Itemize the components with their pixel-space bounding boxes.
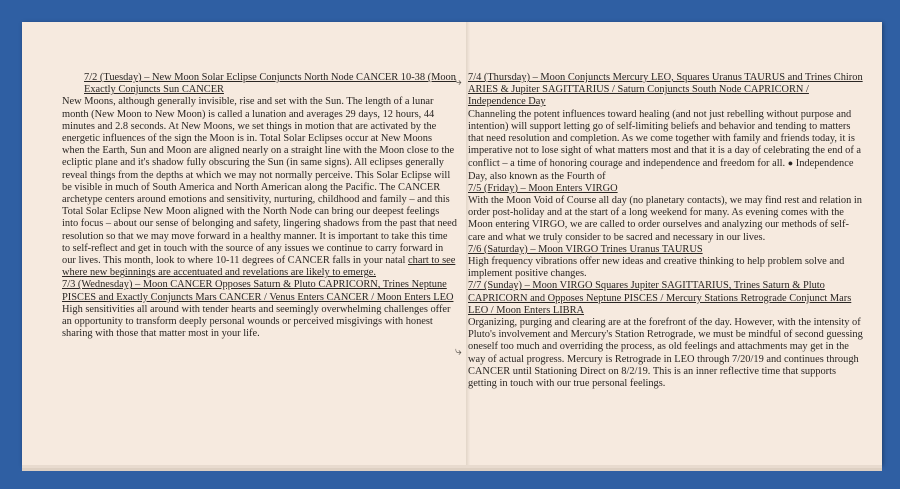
paragraph-7-4-independence: Independence Day, also known as the Fourth of (468, 158, 854, 182)
bullet-icon: ● (787, 158, 794, 169)
paragraph-7-5: With the Moon Void of Course all day (no planetary contacts), we may find rest and relation in order post-holiday and at the start of a long weekend for many. As evening comes with the Moon entering VIRGO, we are called to order ourselves and analyzing our methods of self-care and what we truly consider to be sacred and necessary in our lives. (468, 195, 862, 243)
paragraph-new-moon-text: New Moons, although generally invisible, rise and set with the Sun. The length of a lunar month (New Moon to New Moon) is called a lunation and averages 29 days, 12 hours, 44 minutes and 2.8 seconds. At New Moons, we set things in motion that are activated by the energetic influences of the sign the Moon is in. Total Solar Eclipses occur at New Moons when the Earth, Sun and Moon are aligned nearly on a straight line with the Moon close to the ecliptic plane and it's shadow fully obscuring the Sun (in same signs). All eclipses generally reveal things from the depths at which we may not normally perceive. This Solar Eclipse will be visible in much of South America and North American along the Pacific. The CANCER archetype centers around emotions and sensitivity, nurturing, childhood and family – and this Total Solar Eclipse New Moon aligned with the North Node can bring our deepest feelings into focus – about our sense of belonging and safety, lingering shadows from the past that need resolution so that we may move forward in a healthy manner. It is important to take this time to self-reflect and get in touch with the source of any issues we continue to carry forward in our lives. This month, look to where 10-11 degrees of CANCER falls in your natal (62, 96, 457, 267)
margin-arrow-mark-icon: ⤷ (455, 74, 462, 88)
heading-7-7: 7/7 (Sunday) – Moon VIRGO Squares Jupiter SAGITTARIUS, Trines Saturn & Pluto CAPRICORN and Opposes Neptune PISCES / Mercury Stations Retrograde Conjunct Mars LEO / Moon Enters LIBRA (468, 280, 852, 316)
heading-7-6: 7/6 (Saturday) – Moon VIRGO Trines Uranus TAURUS (468, 243, 703, 255)
paragraph-7-4-text: Channeling the potent influences toward healing (and not just rebelling without purpose and intention) will support letting go of self-limiting beliefs and behavior and tending to matters that need resolution and completion. As we come together with family and friends today, it is imperative not to lose sight of what matters most and that it is a day of celebrating the end of a conflict – a time of honoring courage and independence and freedom for all. (468, 108, 862, 170)
margin-arrow-mark-icon: ⤷ (455, 344, 462, 358)
right-page-column (468, 72, 863, 390)
heading-7-2: 7/2 (Tuesday) – New Moon Solar Eclipse Conjuncts North Node CANCER 10-38 (Moon Exactly Conjuncts Sun CANCER (84, 72, 456, 96)
paragraph-new-moon (62, 96, 457, 279)
heading-7-4: 7/4 (Thursday) – Moon Conjuncts Mercury LEO, Squares Uranus TAURUS and Trines Chiron ARIES & Jupiter SAGITTARIUS / Saturn Conjuncts South Node CAPRICORN / Independence Day (468, 72, 863, 108)
paragraph-7-6: High frequency vibrations offer new ideas and creative thinking to help problem solve and implement positive changes. (468, 256, 845, 280)
heading-7-5: 7/5 (Friday) – Moon Enters VIRGO (468, 182, 618, 194)
heading-7-3: 7/3 (Wednesday) – Moon CANCER Opposes Saturn & Pluto CAPRICORN, Trines Neptune PISCES and Exactly Conjuncts Mars CANCER / Venus Enters CANCER / Moon Enters LEO (62, 279, 454, 303)
paragraph-7-7: Organizing, purging and clearing are at the forefront of the day. However, with the intensity of Pluto's involvement and Mercury's Station Retrograde, we must be mindful of second guessing oneself too much and overriding the process, as old feelings and attachments may get in the way of actual progress. Mercury is Retrograde in LEO through 7/20/19 and continues through CANCER until Stationing Direct on 8/2/19. This is an inner reflective time that supports getting in touch with our true personal feelings. (468, 317, 863, 390)
paragraph-7-4 (468, 109, 863, 183)
paragraph-new-moon-underlined: chart to see where new beginnings are accentuated and revelations are likely to emerge. (62, 255, 456, 279)
printed-booklet-spread (22, 22, 882, 465)
paragraph-7-3: High sensitivities all around with tender hearts and seemingly overwhelming challenges offer an opportunity to transform deeply personal wounds or perceived misgivings with honest sharing with those that matter most in your life. (62, 303, 451, 340)
left-page-column (62, 72, 457, 340)
